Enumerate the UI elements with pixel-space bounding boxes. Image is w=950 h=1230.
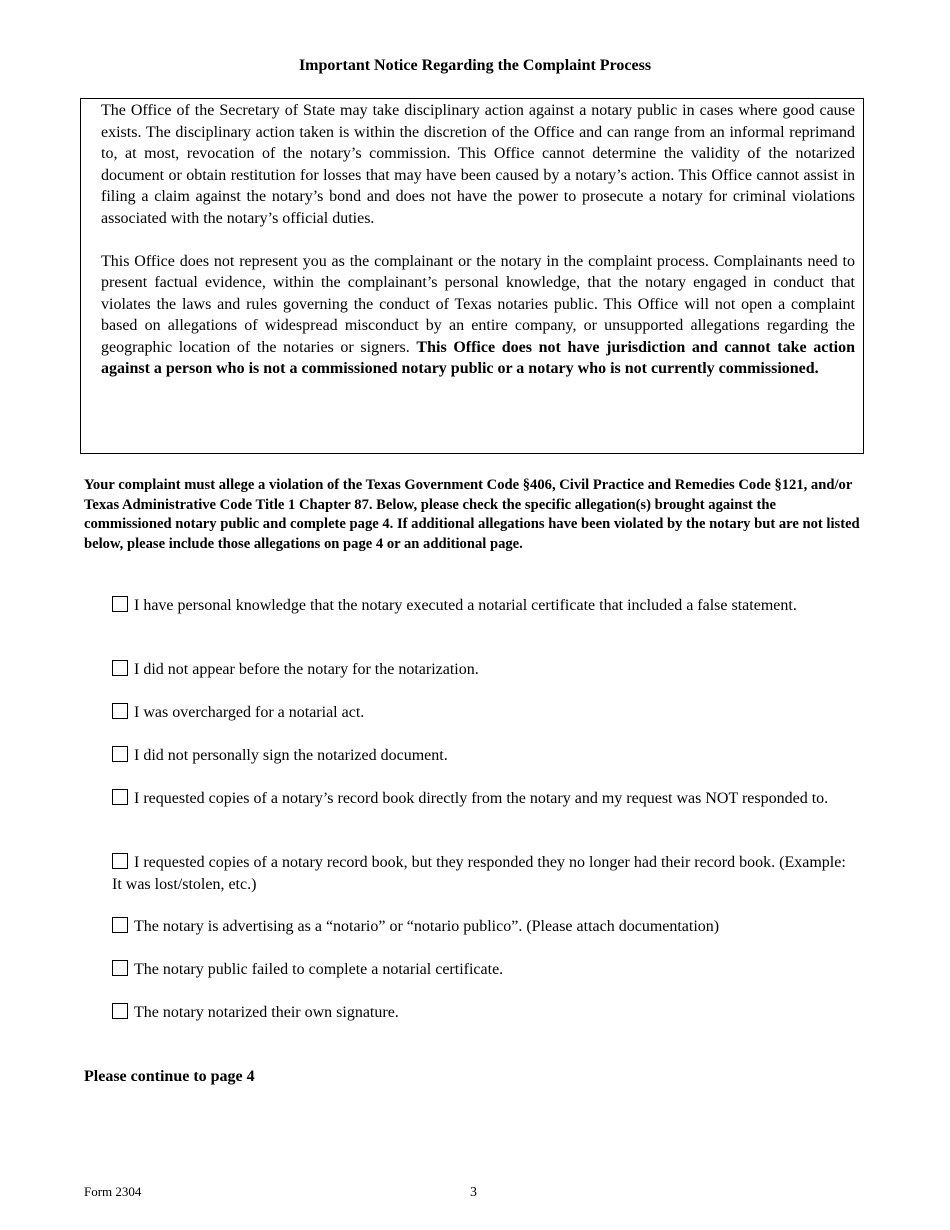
allegation-did-not-appear: [112, 659, 852, 681]
page-title: Important Notice Regarding the Complaint Process: [298, 57, 652, 74]
allegation-incomplete-certificate: [112, 959, 852, 981]
allegation-checkbox[interactable]: [112, 1003, 128, 1019]
allegation-did-not-sign: [112, 745, 852, 767]
allegation-checkbox[interactable]: [112, 917, 128, 933]
allegation-own-signature: [112, 1002, 852, 1024]
notice-paragraph-1: The Office of the Secretary of State may take disciplinary action against a notary public in cases where good cause exists. The disciplinary action taken is within the discretion of the Office and can range from an informal reprimand to, at most, revocation of the notary’s commission. This Office cannot determine the validity of the notarized document or obtain restitution for losses that may have been caused by a notary’s action. This Office cannot assist in filing a claim against the notary’s bond and does not have the power to prosecute a notary for criminal violations associated with the notary’s official duties.: [101, 102, 855, 227]
allegation-label: The notary notarized their own signature.: [134, 1004, 399, 1021]
allegation-false-statement: [112, 595, 852, 617]
allegation-label: I have personal knowledge that the notary executed a notarial certificate that included a false statement.: [134, 597, 797, 614]
allegation-record-request-ignored: [112, 788, 852, 810]
allegation-checkbox[interactable]: [112, 703, 128, 719]
allegation-overcharged: [112, 702, 852, 724]
allegation-checkbox[interactable]: [112, 960, 128, 976]
allegation-checkbox[interactable]: [112, 789, 128, 805]
allegation-notario-advertising: [112, 916, 852, 938]
complaint-instructions: Your complaint must allege a violation of the Texas Government Code §406, Civil Practice and Remedies Code §121, and/or Texas Administrative Code Title 1 Chapter 87. Below, please check the specific allegation(s) brought against the commissioned notary public and complete page 4. If additional allegations have been violated by the notary but are not listed below, please include those allegations on page 4 or an additional page.: [84, 477, 860, 552]
allegation-label: I was overcharged for a notarial act.: [134, 704, 365, 721]
allegation-label: I requested copies of a notary’s record book directly from the notary and my request was NOT responded to.: [134, 790, 829, 807]
allegation-checkbox[interactable]: [112, 853, 128, 869]
allegation-record-book-lost: [112, 852, 852, 895]
form-number: Form 2304: [84, 1184, 142, 1199]
notice-paragraph-2-text: This Office does not represent you as the complainant or the notary in the complaint process. Complainants need to present factual evidence, within the complainant’s personal knowledge, that the notary engaged in conduct that violates the laws and rules governing the conduct of Texas notaries public. This Office will not open a complaint based on allegations of widespread misconduct by an entire company, or unsupported allegations regarding the geographic location of the notaries or signers.: [101, 252, 855, 356]
jurisdiction-statement: This Office does not have jurisdiction and cannot take action against a person who is not a commissioned notary public or a notary who is not currently commissioned.: [101, 338, 856, 377]
allegation-label: I did not appear before the notary for the notarization.: [134, 661, 479, 678]
allegation-checkbox[interactable]: [112, 746, 128, 762]
continue-note: Please continue to page 4: [84, 1068, 255, 1085]
allegation-label: The notary is advertising as a “notario” or “notario publico”. (Please attach documentation): [134, 918, 720, 935]
allegation-checkbox[interactable]: [112, 660, 128, 676]
page-number: 3: [470, 1185, 477, 1200]
allegation-label: I did not personally sign the notarized document.: [134, 747, 448, 764]
allegation-label: I requested copies of a notary record book, but they responded they no longer had their record book. (Example: It was lost/stolen, etc.): [112, 854, 846, 893]
allegation-checkbox[interactable]: [112, 596, 128, 612]
allegation-label: The notary public failed to complete a notarial certificate.: [134, 961, 504, 978]
